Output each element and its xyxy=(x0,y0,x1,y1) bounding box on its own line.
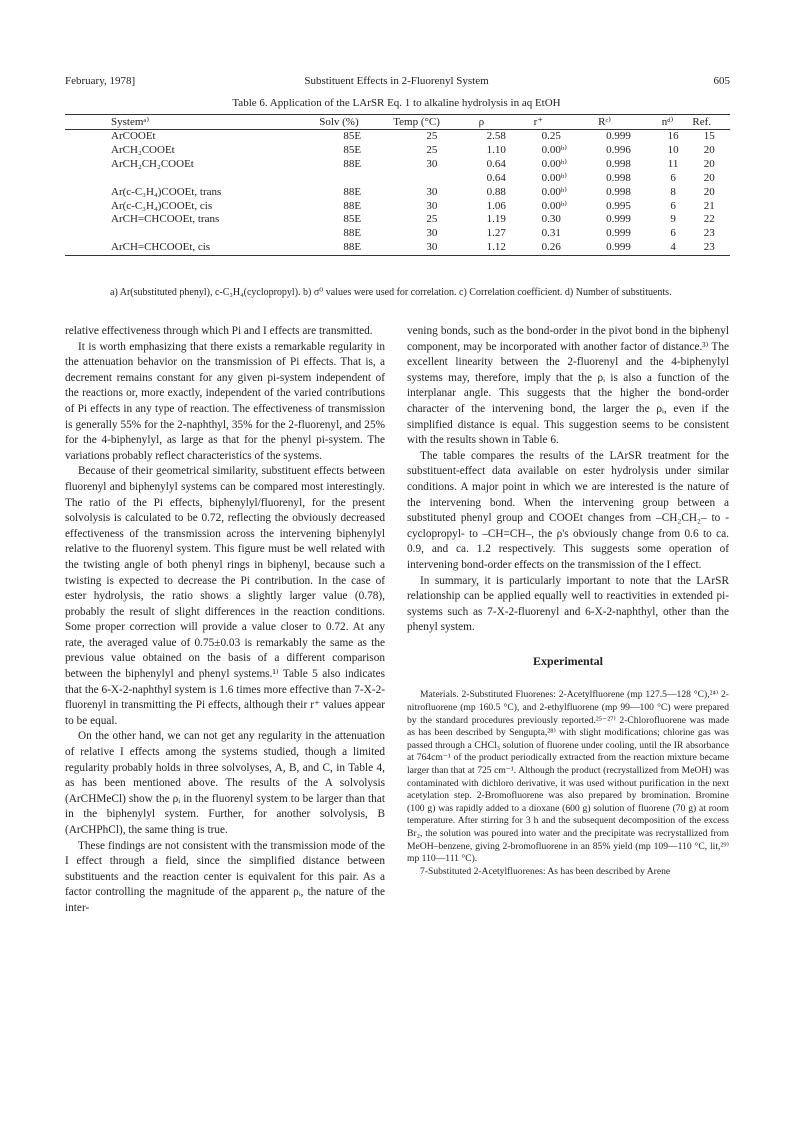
table-row xyxy=(65,186,730,200)
table-cell: 88E xyxy=(343,185,362,198)
table-cell: 25 xyxy=(426,213,438,226)
data-table xyxy=(65,114,730,256)
paragraph: Because of their geometrical similarity, substituent effects between fluorenyl and biphenylyl systems can be compared most interestingly. The ratio of the Pi effects, biphenylyl/fluorenyl, for the present solvolysis is calculated to be 0.72, reflecting the obviously decreased effectiveness of the transmission across the intervening biphenylyl relative to the fluorenyl system. This figure must be well related with the twisting angle of both phenyl rings in biphenyl, because such a twisting is expected to decrease the Pi contribution. In the case of ester hydrolysis, the ratio shows a slightly larger value (0.78), probably the result of slight differences in the reaction conditions. Some proper correction will provide a value closer to 0.72. At any rate, the averaged value of 0.75±0.03 is remarkably the same as the previous value obtained on the basis of a different comparison between the biphenylyl and phenyl systems.¹⁾ Table 5 also indicates that the 6-X-2-naphthyl system is 1.6 times more effective than 7-X-2-fluorenyl in transmitting the Pi effects, although their r⁺ values appear to be equal. xyxy=(65,465,385,727)
table-cell: 30 xyxy=(426,227,438,240)
table-cell: 21 xyxy=(703,199,715,212)
table-header-cell: Solv (%) xyxy=(319,116,359,128)
paragraph: These findings are not consistent with the transmission mode of the I effect through a field, since the simplified distance between substituents and the reaction center is equivalent for this pair. As a factor controlling the magnitude of the apparent ρᵢ, the nature of the inter- xyxy=(65,839,385,914)
table-cell: ArCH=CHCOOEt, cis xyxy=(111,241,211,254)
table-row xyxy=(65,200,730,214)
table-header-row xyxy=(65,115,730,130)
table-cell: 20 xyxy=(703,157,715,170)
right-column-body xyxy=(407,324,729,636)
table-cell: 0.00ᵇ⁾ xyxy=(541,199,567,212)
table-cell: 1.27 xyxy=(486,227,506,240)
table-cell: 15 xyxy=(703,130,715,142)
table-cell: 0.00ᵇ⁾ xyxy=(541,143,567,156)
table-cell: 0.999 xyxy=(606,213,631,226)
paragraph: relative effectiveness through which Pi and I effects are transmitted. xyxy=(65,325,373,337)
table-header-cell: Temp (°C) xyxy=(393,116,440,128)
table-cell xyxy=(65,227,315,241)
table-cell: 0.64 xyxy=(486,157,506,170)
table-cell: 10 xyxy=(667,143,679,156)
header-title: Substituent Effects in 2-Fluorenyl System xyxy=(304,75,489,87)
page-number: 605 xyxy=(713,75,730,87)
left-column xyxy=(65,324,385,917)
table-header-cell: Ref. xyxy=(692,116,712,128)
table-footnote: a) Ar(substituted phenyl), c-C₃H₄(cyclopropyl). b) σ⁰ values were used for correlation. c) Correlation coefficient. d) Number of substituents. xyxy=(110,287,672,298)
table-cell xyxy=(315,172,389,186)
table-row xyxy=(65,172,730,186)
table-cell: 0.999 xyxy=(606,130,631,142)
table-cell: 6 xyxy=(670,171,676,184)
table-cell: 88E xyxy=(343,199,362,212)
table-cell: 16 xyxy=(667,130,679,142)
table-cell: 25 xyxy=(426,130,438,142)
paragraph: On the other hand, we can not get any regularity in the attenuation of relative I effects among the systems studied, though a limited regularity probably holds in three solvolyses, A, B, and C, in Table 4, as has been mentioned above. The results of the A solvolysis (ArCHMeCl) show the ρᵢ in the fluorenyl system to be larger than that in the biphenylyl system. Further, for another solvolysis, B (ArCHPhCl), the same thing is true. xyxy=(65,730,385,836)
table-cell: 20 xyxy=(703,171,715,184)
table-cell: 6 xyxy=(670,227,676,240)
table-cell: 0.00ᵇ⁾ xyxy=(541,171,567,184)
table-body xyxy=(65,130,730,256)
table-cell: 0.995 xyxy=(606,199,631,212)
table-cell: 0.998 xyxy=(606,157,631,170)
table-cell: 0.64 xyxy=(486,171,506,184)
table-cell: 20 xyxy=(703,185,715,198)
table-cell: ArCH₂CH₂COOEt xyxy=(111,157,194,170)
table-cell: 9 xyxy=(670,213,676,226)
table-cell: 1.10 xyxy=(486,143,506,156)
paragraph: Materials. 2-Substituted Fluorenes: 2-Acetylfluorene (mp 127.5—128 °C),²⁴⁾ 2-nitrofluorene (mp 160.5 °C), and 2-ethylfluorene (mp 99—100 °C) were prepared by the standard procedures previously reported.²⁵⁻²⁷⁾ 2-Chlorofluorene was made as has been described by Sengupta,²⁸⁾ with slight modifications; chlorine gas was passed through a CHCl₃ solution of fluorene under cooling, until the IR absorbance at 764cm⁻¹ of the product periodically extracted from the reaction mixture became larger than that at 725 cm⁻¹. Although the product (recrystallized from MeOH) was contaminated with dichloro derivative, it was used without purification in the next acetylation step. 2-Bromofluorene was also prepared by bromination. Bromine (100 g) was rapidly added to a dioxane (600 g) solution of fluorene (70 g) at room temperature. After stirring for 3 h and the subsequent decomposition of the excess Br₂, the solution was poured into water and the precipitate was recrystallized from MeOH–benzene, giving 2-bromofluorene in an 85% yield (mp 109—110 °C, lit,²⁹⁾ mp 110—111 °C). xyxy=(407,689,729,865)
table-cell: 0.25 xyxy=(541,130,561,142)
table-cell: 85E xyxy=(343,213,362,226)
table-cell: 1.12 xyxy=(486,241,506,254)
table-cell: 0.30 xyxy=(541,213,561,226)
table-cell: 88E xyxy=(343,241,362,254)
table-cell: Ar(c-C₃H₄)COOEt, cis xyxy=(111,199,213,212)
table-cell: 11 xyxy=(667,157,679,170)
table-header-cell: Rᶜ⁾ xyxy=(598,116,612,128)
table-cell: 0.998 xyxy=(606,171,631,184)
table-row xyxy=(65,144,730,158)
table-cell: 0.00ᵇ⁾ xyxy=(541,185,567,198)
table-cell: 85E xyxy=(343,130,362,142)
header-date: February, 1978] xyxy=(65,75,136,87)
table-header-cell: r⁺ xyxy=(533,116,544,128)
table-cell: 0.00ᵇ⁾ xyxy=(541,157,567,170)
table-cell: 25 xyxy=(426,143,438,156)
table-row xyxy=(65,213,730,227)
paragraph: 7-Substituted 2-Acetylfluorenes: As has been described by Arene xyxy=(420,865,671,877)
experimental-heading: Experimental xyxy=(533,653,603,668)
table-cell: 85E xyxy=(343,143,362,156)
experimental-section xyxy=(407,689,729,878)
table-cell: 1.19 xyxy=(486,213,506,226)
table-header-cell: nᵈ⁾ xyxy=(661,116,674,128)
table-cell: ArCH₂COOEt xyxy=(111,143,175,156)
right-column xyxy=(407,324,729,878)
table-cell: 30 xyxy=(426,241,438,254)
table-cell: 1.06 xyxy=(486,199,506,212)
table-header-cell: ρ xyxy=(478,116,485,128)
table-cell: 4 xyxy=(670,241,676,254)
table-cell: 0.996 xyxy=(606,143,631,156)
table-cell: 6 xyxy=(670,199,676,212)
paragraph: It is worth emphasizing that there exists a remarkable regularity in the attenuation behavior on the transmission of Pi effects. That is, a decrement remains constant for any given pi-system independent of the reactions or, more exactly, independent of the varied contributions of Pi effects in any type of reaction. The effectiveness of transmission is generally 55% for the 2-naphthyl, 35% for the 2-fluorenyl, and 25% for the 4-biphenylyl, as large as that for the phenyl pi-system. The variations probably reflect characteristics of the systems. xyxy=(65,340,385,462)
table-cell: 20 xyxy=(703,143,715,156)
table-row xyxy=(65,227,730,241)
table-cell: 88E xyxy=(343,227,362,240)
table-cell: Ar(c-C₃H₄)COOEt, trans xyxy=(111,185,222,198)
table-cell: 30 xyxy=(426,185,438,198)
table-cell: 0.999 xyxy=(606,241,631,254)
table-cell: 0.999 xyxy=(606,227,631,240)
table-cell: 88E xyxy=(343,157,362,170)
table-cell: 30 xyxy=(426,157,438,170)
table-cell xyxy=(65,172,315,186)
table-header-cell: Systemᵃ⁾ xyxy=(111,116,150,128)
table-cell: 23 xyxy=(703,227,715,240)
table-cell: 22 xyxy=(703,213,715,226)
table-cell: 30 xyxy=(426,199,438,212)
paragraph: vening bonds, such as the bond-order in the pivot bond in the biphenyl component, may be incorporated with another factor of distance.³⁾ The excellent linearity between the 2-fluorenyl and the 4-biphenylyl systems may, therefore, imply that the ρᵢ is also a function of the interplanar angle. This suggests that the higher the bond-order character of the intervening bond, the larger the ρᵢ, even if the simplified distance is equal. This suggestion seems to be consistent with the results shown in Table 6. xyxy=(407,325,729,447)
table-cell xyxy=(389,172,474,186)
table-cell: 0.88 xyxy=(486,185,506,198)
table-cell: 0.998 xyxy=(606,185,631,198)
table-row xyxy=(65,130,730,144)
table-cell: ArCOOEt xyxy=(111,130,156,142)
paragraph: In summary, it is particularly important to note that the LArSR relationship can be applied equally well to reactivities in extended pi-systems such as 7-X-2-fluorenyl and 6-X-2-naphthyl, other than the phenyl system. xyxy=(407,574,729,634)
table-row xyxy=(65,158,730,172)
table-cell: 8 xyxy=(670,185,676,198)
table-row xyxy=(65,241,730,255)
table-cell: 2.58 xyxy=(486,130,506,142)
paragraph: The table compares the results of the LArSR treatment for the substituent-effect data available on ester hydrolysis under similar conditions. A major point in which we are interested is the nature of the intervening bond. When the intervening group between a substituted phenyl group and COOEt changes from –CH₂CH₂– to -cyclopropyl- to –CH=CH–, the ρ's obviously change from 0.6 to ca. 0.9, and ca. 1.2 respectively. This suggests some operation of intervening bond-order effects on the transmission of the I effect. xyxy=(407,449,729,571)
table-cell: 23 xyxy=(703,241,715,254)
table-caption: Table 6. Application of the LArSR Eq. 1 to alkaline hydrolysis in aq EtOH xyxy=(232,97,561,109)
table-cell: 0.26 xyxy=(541,241,561,254)
table-cell: ArCH=CHCOOEt, trans xyxy=(111,213,220,226)
table-cell: 0.31 xyxy=(541,227,561,240)
